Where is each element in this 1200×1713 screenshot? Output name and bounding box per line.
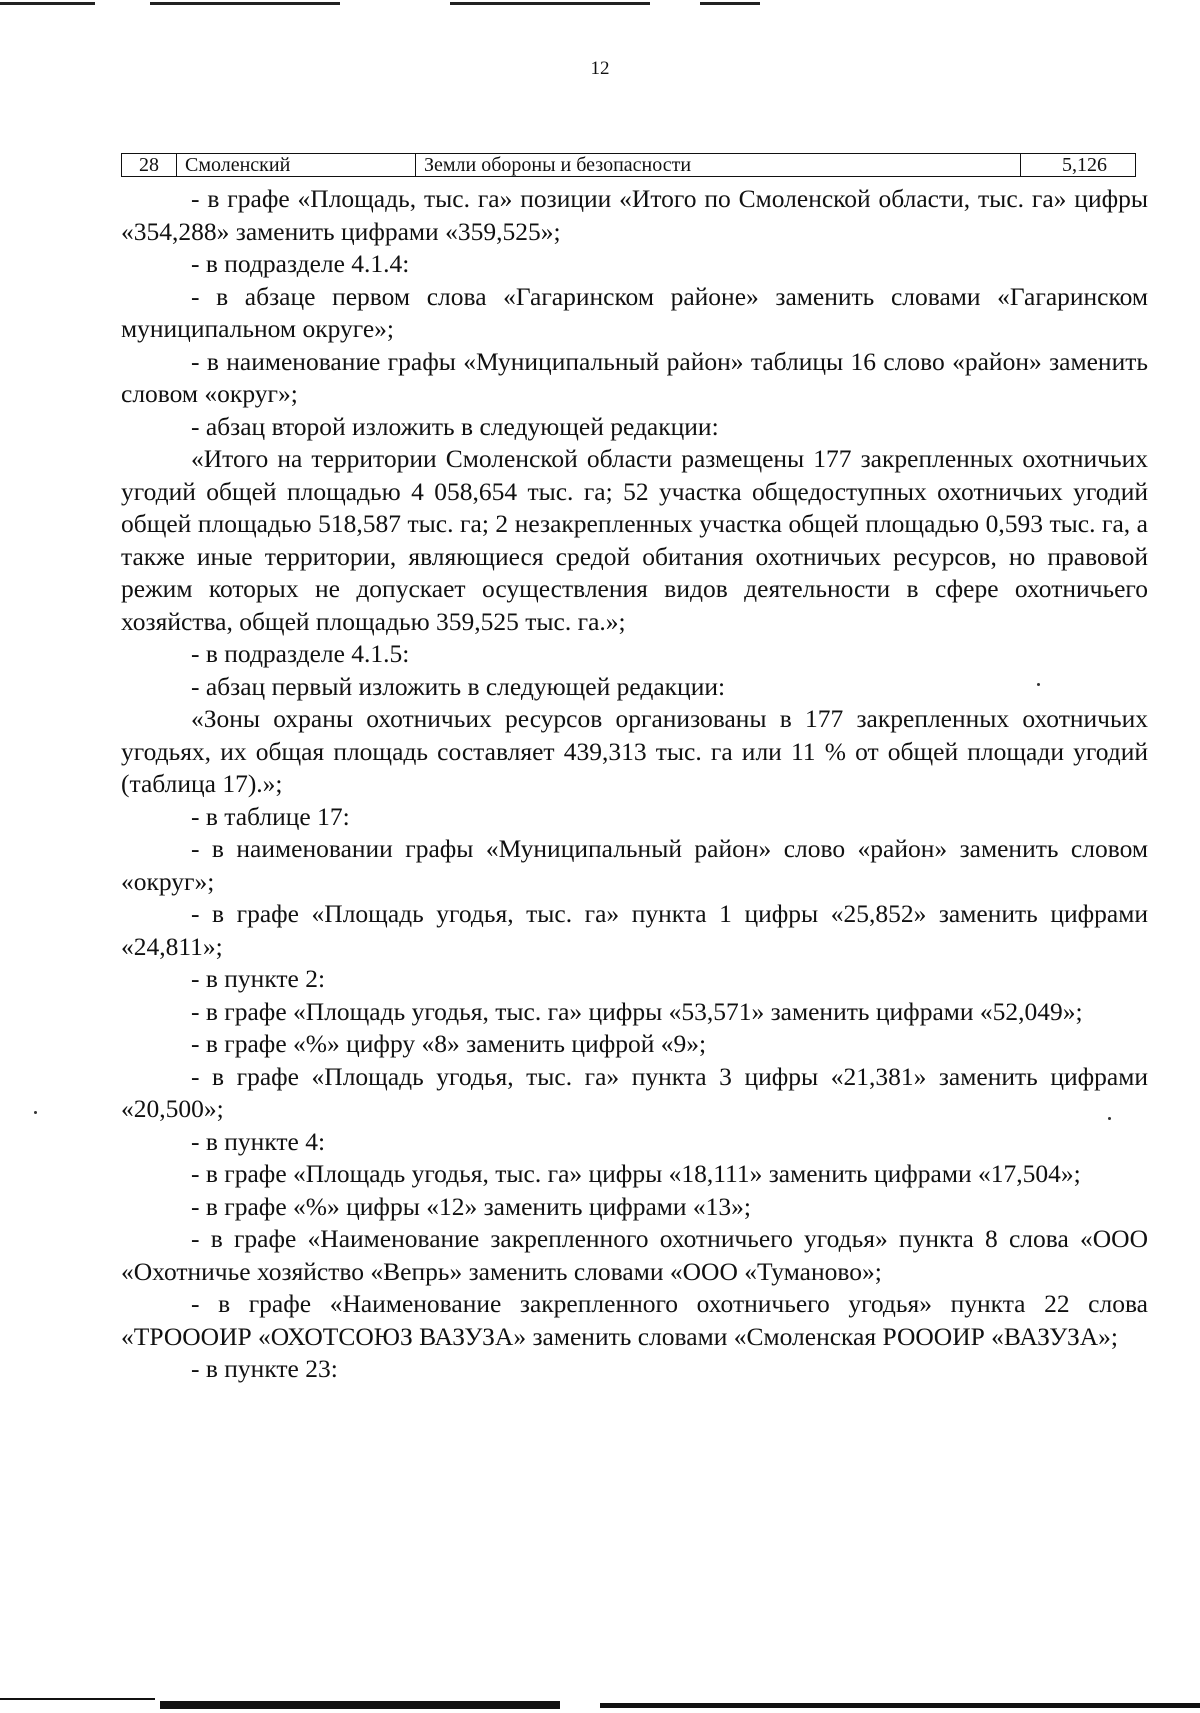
paragraph: - абзац второй изложить в следующей редакции:: [191, 411, 719, 441]
paragraph: - абзац первый изложить в следующей редакции:: [191, 671, 726, 701]
paragraph: - в наименовании графы «Муниципальный район» слово «район» заменить словом «округ»;: [121, 834, 1148, 896]
document-body: [121, 183, 1148, 1386]
paragraph: - в подразделе 4.1.5:: [191, 639, 410, 668]
paragraph: - в таблице 17:: [191, 801, 350, 831]
paragraph: «Зоны охраны охотничьих ресурсов организованы в 177 закрепленных охотничьих угодьях, их общая площадь составляет 439,313 тыс. га или 11 % от общей площади угодий (таблица 17).»;: [121, 704, 1148, 798]
paragraph: - в графе «%» цифры «12» заменить цифрами «13»;: [191, 1191, 752, 1221]
scan-speck: [1037, 683, 1040, 686]
land-category-cell: Земли обороны и безопасности: [416, 154, 1021, 177]
paragraph: - в подразделе 4.1.4:: [191, 249, 410, 278]
row-number-cell: 28: [122, 154, 177, 177]
paragraph: - в графе «Площадь угодья, тыс. га» цифры «53,571» заменить цифрами «52,049»;: [191, 996, 1083, 1026]
paragraph: - в пункте 23:: [191, 1354, 338, 1383]
paragraph: - в графе «Площадь угодья, тыс. га» пункта 1 цифры «25,852» заменить цифрами «24,811»;: [121, 899, 1148, 961]
paragraph: - в графе «Площадь угодья, тыс. га» пункта 3 цифры «21,381» заменить цифрами «20,500»;: [121, 1061, 1148, 1123]
paragraph: «Итого на территории Смоленской области размещены 177 закрепленных охотничьих угодий общей площадью 4 058,654 тыс. га; 52 участка общедоступных охотничьих угодий общей площадью 518,587 тыс. га; 2 незакрепленных участка общей площадью 0,593 тыс. га, а также иные территории, являющиеся средой обитания охотничьих ресурсов, но правовой режим которых не допускает осуществления видов деятельности в сфере охотничьего хозяйства, общей площадью 359,525 тыс. га.»;: [121, 444, 1148, 636]
paragraph: - в графе «Наименование закрепленного охотничьего угодья» пункта 22 слова «ТРОООИР «ОХОТСОЮЗ ВАЗУЗА» заменить словами «Смоленская РОООИР «ВАЗУЗА»;: [121, 1289, 1148, 1351]
page-number: 12: [590, 58, 610, 79]
scan-speck: [1108, 1117, 1111, 1120]
paragraph: - в пункте 4:: [191, 1126, 326, 1156]
scan-border-bottom: [0, 1698, 1200, 1713]
paragraph: - в абзаце первом слова «Гагаринском районе» заменить словами «Гагаринском муниципальном округе»;: [121, 281, 1148, 343]
district-cell: Смоленский: [177, 154, 416, 177]
paragraph: - в пункте 2:: [191, 964, 326, 993]
scan-border-top: [0, 0, 1200, 8]
table-row: [122, 154, 1136, 177]
paragraph: - в графе «Наименование закрепленного охотничьего угодья» пункта 8 слова «ООО «Охотничье хозяйство «Вепрь» заменить словами «ООО «Туманово»;: [121, 1224, 1148, 1286]
area-cell: 5,126: [1021, 154, 1136, 177]
paragraph: - в графе «%» цифру «8» заменить цифрой «9»;: [191, 1029, 707, 1058]
paragraph: - в графе «Площадь угодья, тыс. га» цифры «18,111» заменить цифрами «17,504»;: [191, 1159, 1081, 1188]
paragraph: - в графе «Площадь, тыс. га» позиции «Итого по Смоленской области, тыс. га» цифры «354,288» заменить цифрами «359,525»;: [121, 184, 1148, 246]
paragraph: - в наименование графы «Муниципальный район» таблицы 16 слово «район» заменить словом «округ»;: [121, 346, 1148, 408]
table-fragment: [121, 153, 1136, 177]
scan-speck: [34, 1111, 37, 1114]
